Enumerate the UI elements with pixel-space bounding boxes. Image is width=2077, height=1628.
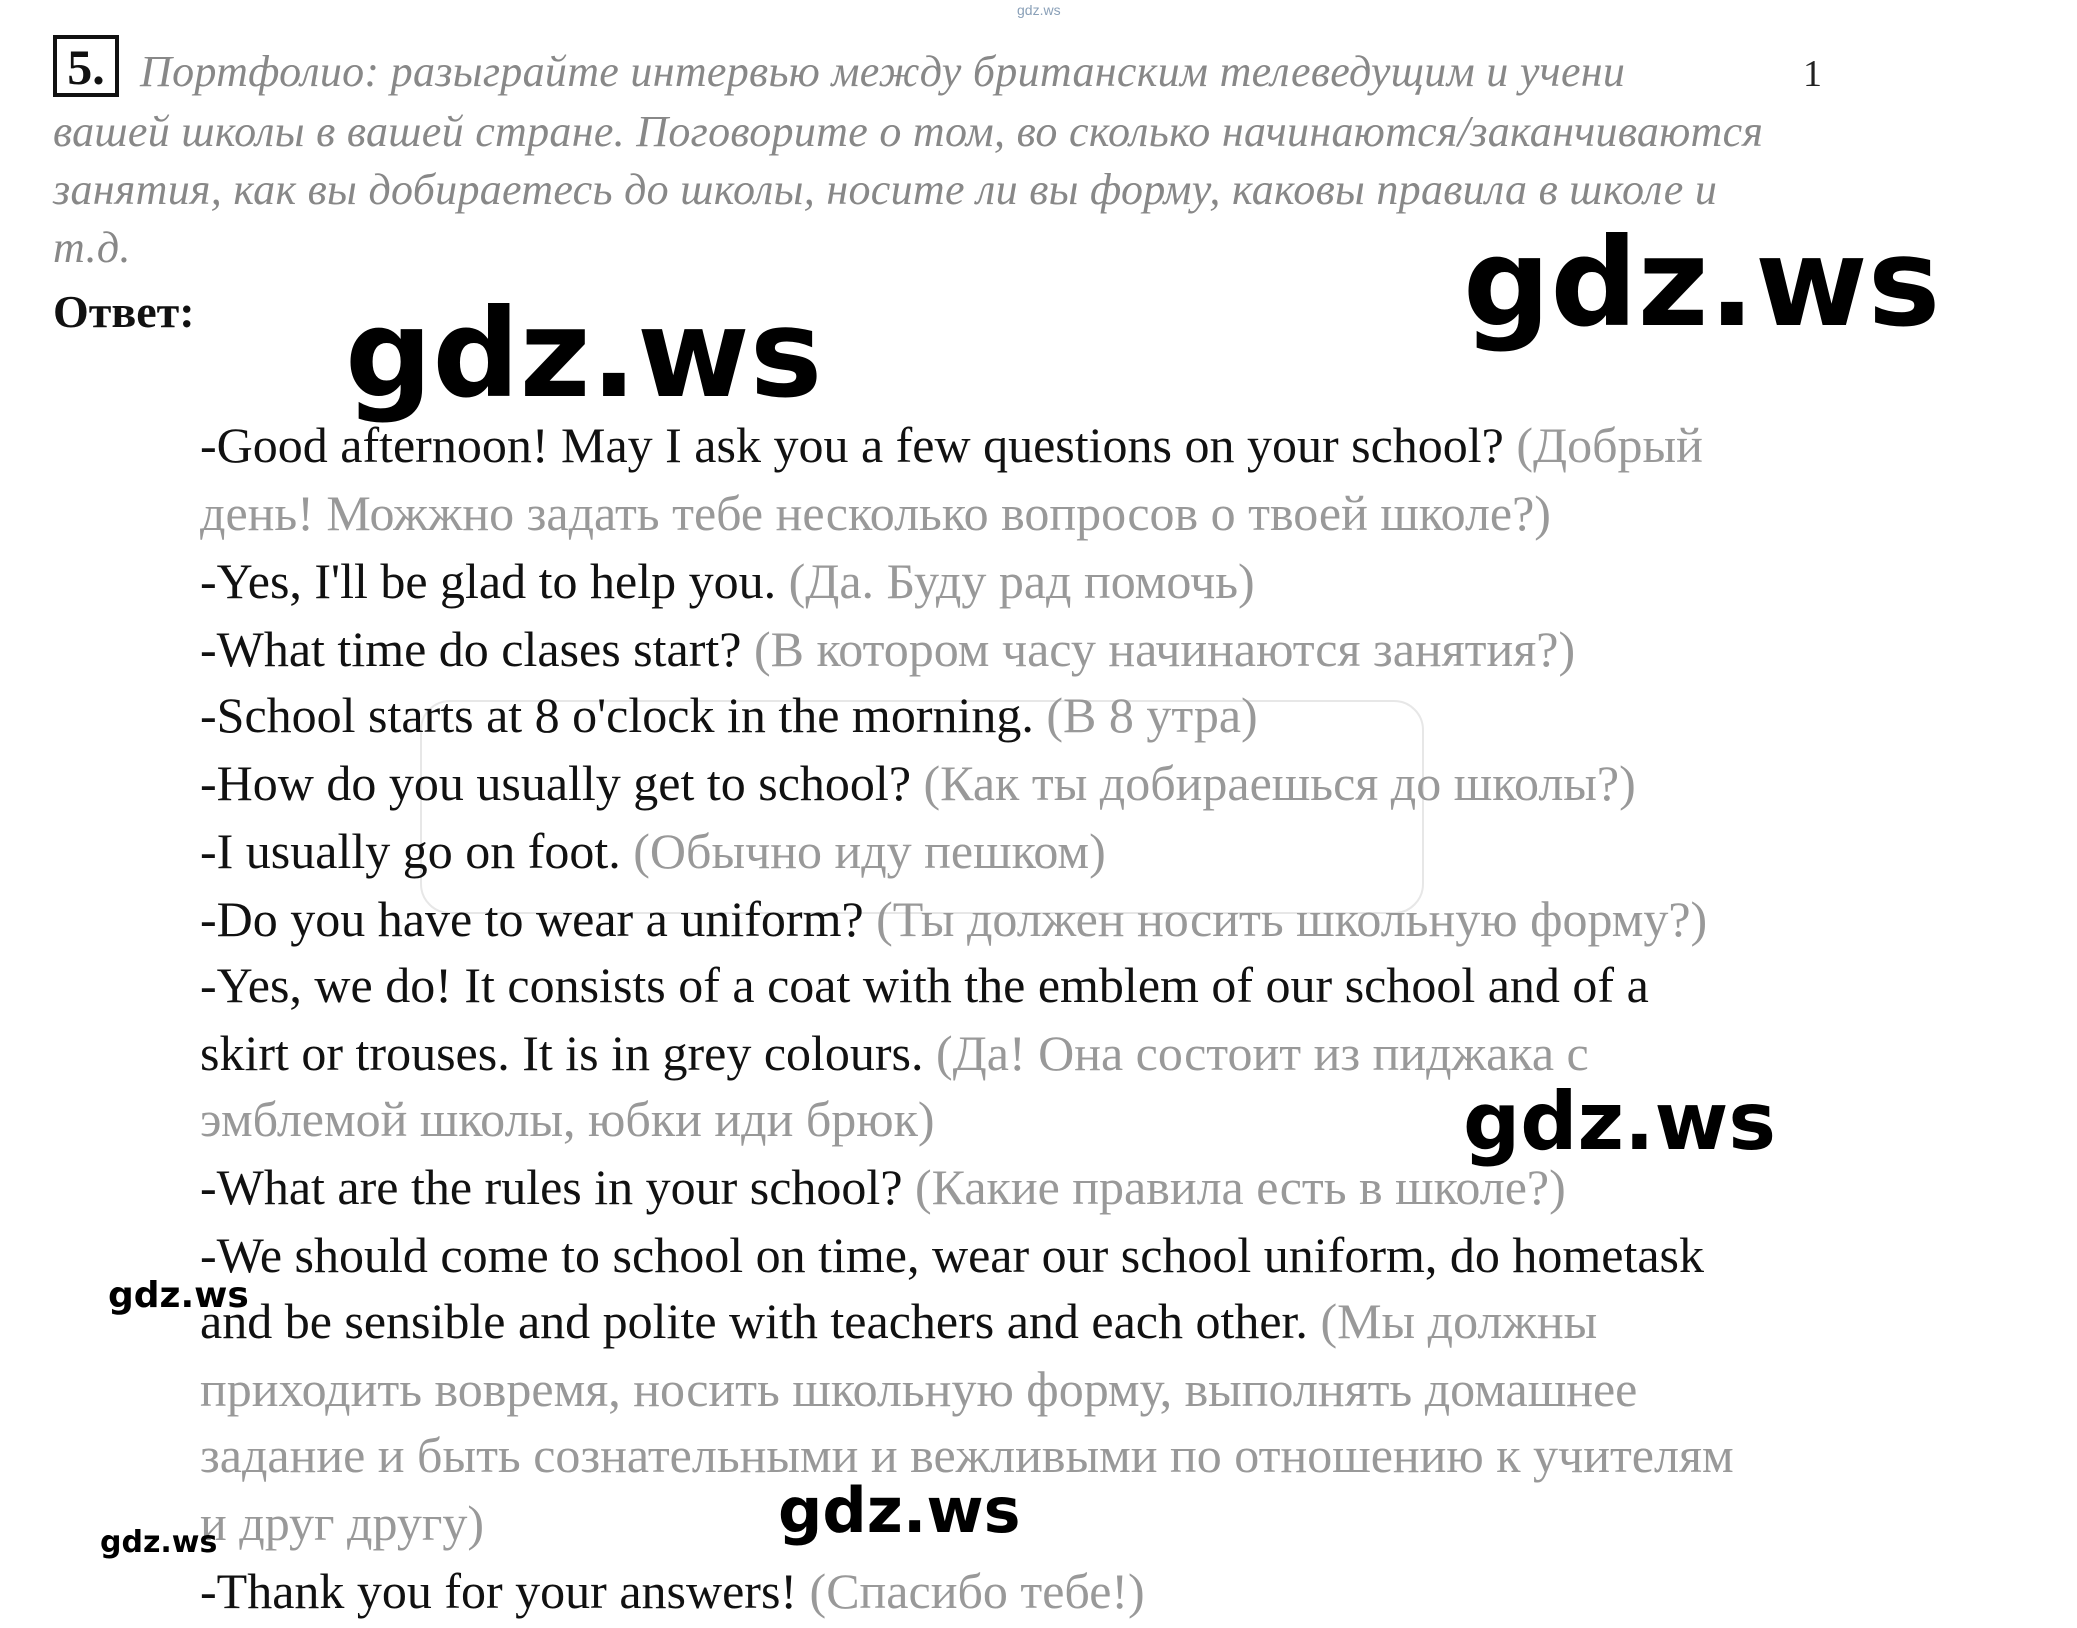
dialogue-translation: (Обычно иду пешком) [633,823,1106,879]
dialogue-line-9 [200,957,1649,1013]
watermark-large-top-right: gdz.ws [1463,212,1941,354]
dialogue-line-3 [200,553,1255,609]
dialogue-english: -Yes, I'll be glad to help you. [200,553,789,609]
dialogue-english: -What are the rules in your school? [200,1159,916,1215]
dialogue-translation: (Мы должны [1320,1293,1598,1349]
dialogue-line-13 [200,1227,1705,1283]
dialogue-translation: (В 8 утра) [1046,687,1258,743]
dialogue-translation: (Спасибо тебе!) [809,1563,1145,1619]
watermark-bottom-center: gdz.ws [778,1474,1021,1547]
dialogue-translation: (Добрый [1516,417,1703,473]
dialogue-line-2 [200,485,1551,541]
dialogue-english: skirt or trouses. It is in grey colours. [200,1025,937,1081]
dialogue-line-8 [200,891,1708,947]
dialogue-translation: день! Можжно задать тебе несколько вопросов о твоей школе?) [200,485,1551,541]
dialogue-line-14 [200,1293,1598,1349]
dialogue-english: -Good afternoon! May I ask you a few questions on your school? [200,417,1517,473]
dialogue-line-1 [200,417,1703,473]
dialogue-translation: (Как ты добираешься до школы?) [923,755,1636,811]
dialogue-english: and be sensible and polite with teachers and each other. [200,1293,1321,1349]
watermark-middle-right: gdz.ws [1463,1075,1777,1168]
margin-mark: 1 [1803,53,1822,95]
task-number-box: 5. [53,35,119,97]
dialogue-line-10 [200,1025,1589,1081]
dialogue-line-17 [200,1495,484,1551]
task-text-line-4: т.д. [53,223,131,272]
dialogue-line-11 [200,1091,935,1147]
dialogue-translation: приходить вовремя, носить школьную форму, выполнять домашнее [200,1361,1638,1417]
answer-label: Ответ: [53,286,195,337]
dialogue-english: -Thank you for your answers! [200,1563,810,1619]
dialogue-line-18 [200,1563,1145,1619]
top-watermark: gdz.ws [1017,2,1061,18]
dialogue-translation: (Какие правила есть в школе?) [915,1159,1566,1215]
dialogue-english: -School starts at 8 o'clock in the morning. [200,687,1047,743]
watermark-small-left: gdz.ws [108,1275,249,1316]
watermark-small-bottom-left: gdz.ws [100,1525,218,1560]
dialogue-translation: (В котором часу начинаются занятия?) [753,621,1576,677]
watermark-large-top-left: gdz.ws [345,283,823,425]
task-text-line-1: Портфолио: разыграйте интервью между британским телеведущим и учени [140,47,1626,96]
dialogue-english: -I usually go on foot. [200,823,634,879]
dialogue-english: -Yes, we do! It consists of a coat with the emblem of our school and of a [200,957,1649,1013]
dialogue-english: -We should come to school on time, wear our school uniform, do hometask [200,1227,1705,1283]
dialogue-line-7 [200,823,1106,879]
dialogue-line-4 [200,621,1576,677]
dialogue-translation: (Да. Буду рад помочь) [788,553,1255,609]
dialogue-line-12 [200,1159,1566,1215]
dialogue-line-15 [200,1361,1638,1417]
dialogue-translation: задание и быть сознательными и вежливыми по отношению к учителям [200,1427,1734,1483]
dialogue-english: -Do you have to wear a uniform? [200,891,877,947]
task-text-line-3: занятия, как вы добираетесь до школы, носите ли вы форму, каковы правила в школе и [53,165,1718,214]
dialogue-english: -How do you usually get to school? [200,755,924,811]
dialogue-english: -What time do clases start? [200,621,754,677]
dialogue-line-5 [200,687,1258,743]
dialogue-line-16 [200,1427,1734,1483]
dialogue-translation: эмблемой школы, юбки иди брюк) [200,1091,935,1147]
dialogue-translation: и друг другу) [200,1495,484,1551]
task-text-line-2: вашей школы в вашей стране. Поговорите о том, во сколько начинаются/заканчиваются [53,107,1764,156]
dialogue-translation: (Да! Она состоит из пиджака с [936,1025,1589,1081]
dialogue-translation: (Ты должен носить школьную форму?) [876,891,1708,947]
dialogue-line-6 [200,755,1636,811]
